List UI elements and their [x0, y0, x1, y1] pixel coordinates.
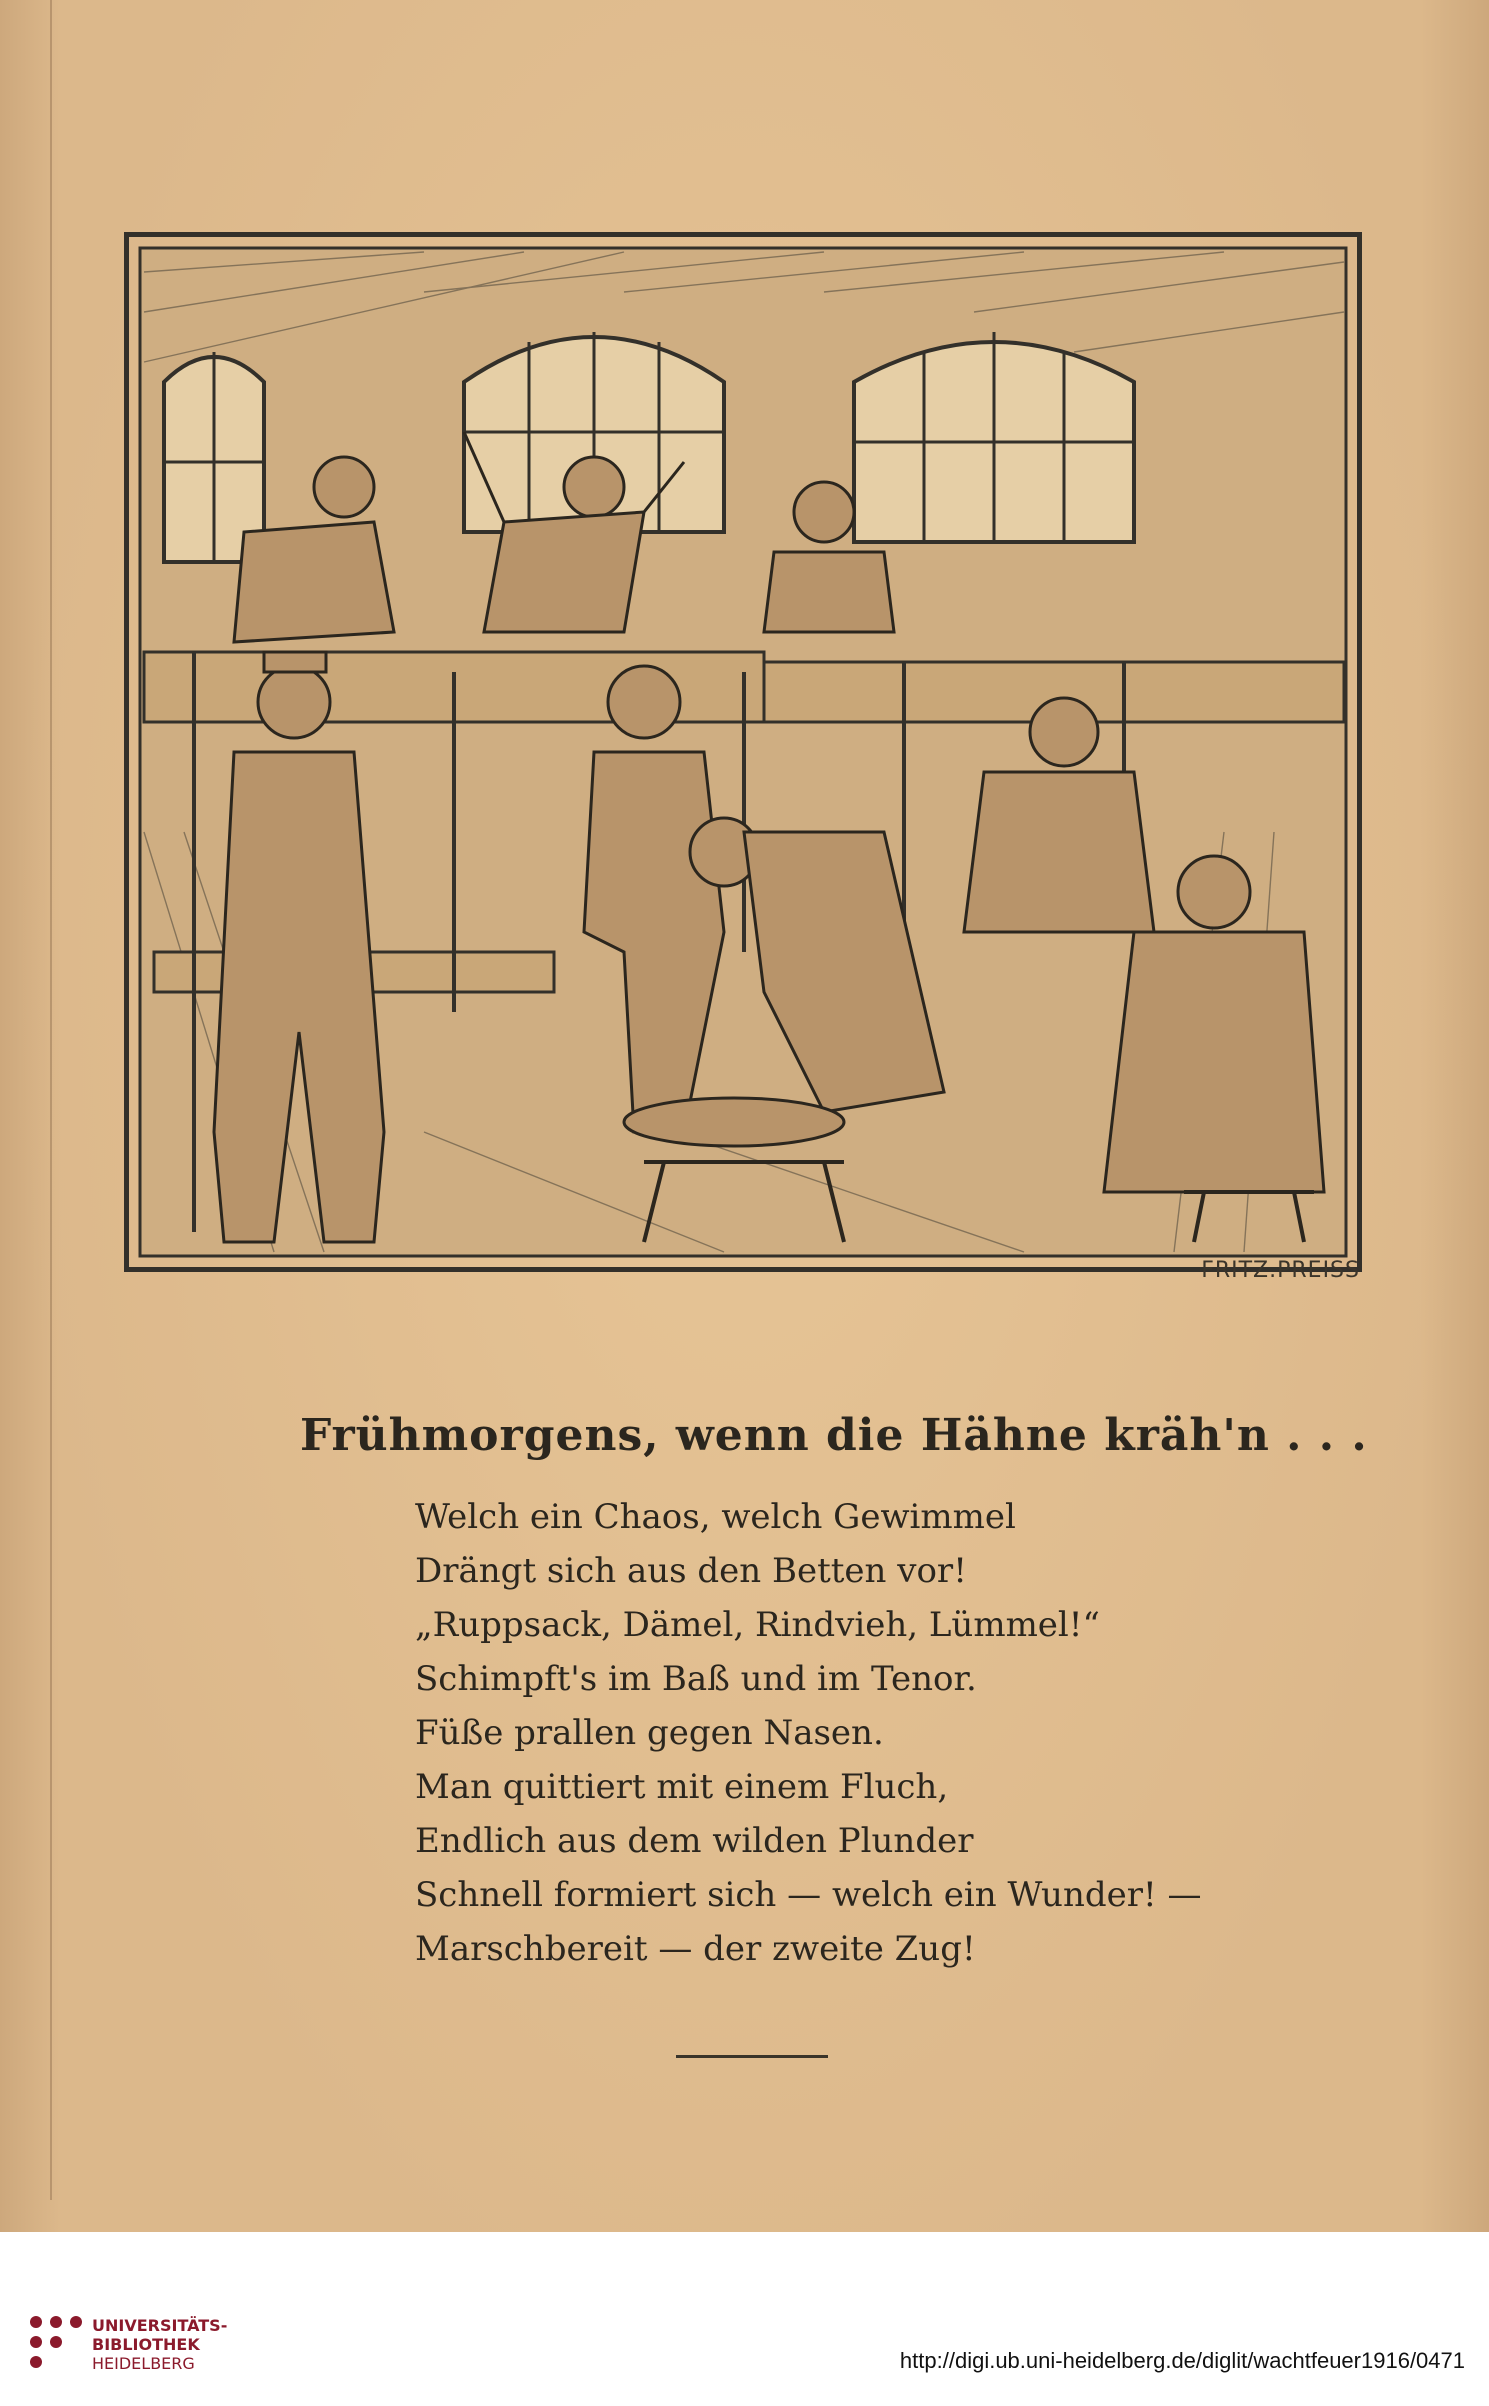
library-name-line1: UNIVERSITÄTS- [92, 2316, 228, 2335]
poem-line: Marschbereit — der zweite Zug! [415, 1929, 976, 1969]
illustration-drawing [124, 232, 1362, 1272]
library-name[interactable] [92, 2316, 227, 2373]
poem-line: Drängt sich aus den Betten vor! [415, 1551, 967, 1591]
poem-line: Welch ein Chaos, welch Gewimmel [415, 1497, 1016, 1537]
gutter-line [50, 0, 52, 2200]
library-logo-icon[interactable] [26, 2312, 86, 2372]
section-divider [676, 2055, 828, 2058]
source-url-link[interactable]: http://digi.ub.uni-heidelberg.de/diglit/wachtfeuer1916/0471 [899, 2348, 1465, 2373]
artist-signature: FRITZ.PREISS [1201, 1258, 1360, 1283]
library-name-line3: HEIDELBERG [92, 2354, 195, 2373]
poem-line: „Ruppsack, Dämel, Rindvieh, Lümmel!“ [415, 1605, 1100, 1645]
barracks-illustration [124, 232, 1362, 1272]
poem-line: Schnell formiert sich — welch ein Wunder! — [415, 1875, 1202, 1915]
poem-title: Frühmorgens, wenn die Hähne kräh'n . . . [300, 1410, 1368, 1461]
poem-line: Schimpft's im Baß und im Tenor. [415, 1659, 977, 1699]
poem-line: Man quittiert mit einem Fluch, [415, 1767, 949, 1807]
library-name-line2: BIBLIOTHEK [92, 2335, 200, 2354]
poem-line: Füße prallen gegen Nasen. [415, 1713, 884, 1753]
poem-line: Endlich aus dem wilden Plunder [415, 1821, 974, 1861]
poem-body [415, 1490, 1315, 1976]
